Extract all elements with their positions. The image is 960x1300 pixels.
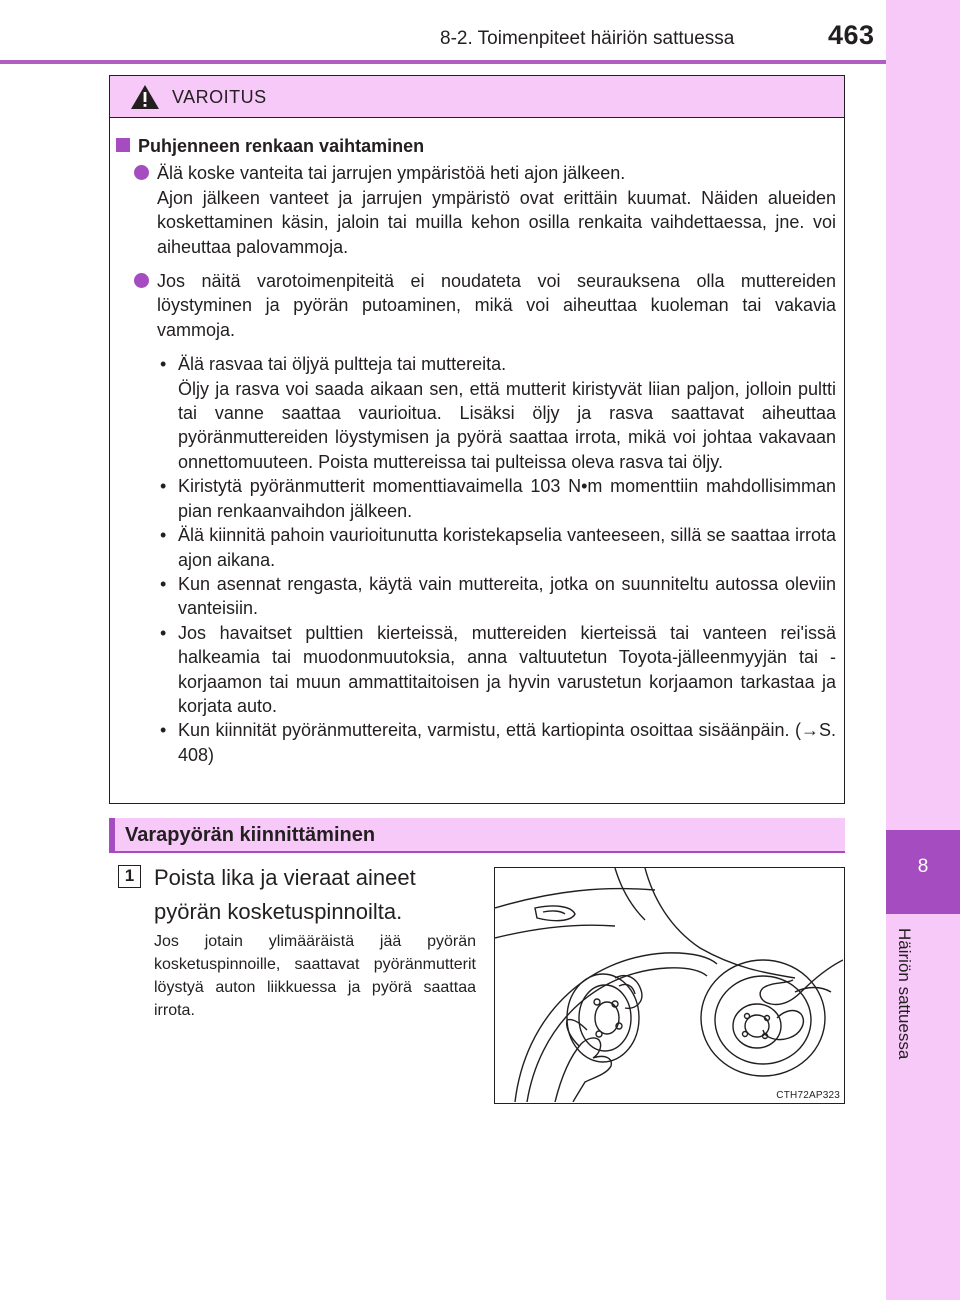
- warning-content: [114, 134, 836, 767]
- bullet-item: • Kiristytä pyöränmutterit momenttiavaimella 103 N•m momenttiin mahdollisimman pian renkaanvaihdon jälkeen.: [160, 474, 836, 523]
- bullet-item-text: Kun kiinnität pyöränmuttereita, varmistu, että kartiopinta osoittaa sisäänpäin. (→S. 408): [178, 720, 836, 765]
- section-heading-band: [109, 818, 845, 853]
- warning-item: [114, 161, 836, 259]
- bullet-item-text: Jos havaitset pulttien kierteissä, muttereiden kierteissä tai vanteen rei'issä halkeamia tai muodonmuutoksia, anna valtuutetun Toyota-jälleenmyyjän tai -korjaamon tai muun ammattitaitoisen ja hyvin varustetun korjaamon tarkastaa ja korjata auto.: [178, 622, 836, 716]
- bullet-item-text: Kiristytä pyöränmutterit momenttiavaimella 103 N•m momenttiin mahdollisimman pian renkaanvaihdon jälkeen.: [178, 476, 836, 521]
- section-title: Varapyörän kiinnittäminen: [125, 824, 376, 846]
- bullet-item: • Jos havaitset pulttien kierteissä, muttereiden kierteissä tai vanteen rei'issä halkeamia tai muodonmuutoksia, anna valtuutetun Toyota-jälleenmyyjän tai -korjaamon tai muun ammattitaitoisen ja hyvin varustetun korjaamon tarkastaa ja korjata auto.: [160, 621, 836, 719]
- step-number-box: 1: [118, 865, 141, 888]
- warning-item-lead: Jos näitä varotoimenpiteitä ei noudateta voi seurauksena olla muttereiden löystyminen ja pyörän putoaminen, mikä voi aiheuttaa kuoleman tai vakavia vammoja.: [157, 271, 836, 340]
- chapter-side-tab: [886, 0, 960, 1300]
- bullet-item-text: Älä kiinnitä pahoin vaurioitunutta koristekapselia vanteeseen, sillä se saattaa irrota ajon aikana.: [178, 525, 836, 570]
- header-rule: [0, 60, 886, 64]
- warning-section-heading: [114, 134, 836, 158]
- warning-title: VAROITUS: [172, 87, 267, 107]
- warning-bullet-list: [114, 352, 836, 767]
- bullet-item: • Kun asennat rengasta, käytä vain muttereita, jotka on suunniteltu autossa oleviin vanteisiin.: [160, 572, 836, 621]
- step-description: Jos jotain ylimääräistä jää pyörän kosketuspinnoille, saattavat pyöränmutterit löystyä auton liikkuessa ja pyörä saattaa irrota.: [154, 933, 476, 1019]
- chapter-number: 8: [917, 856, 929, 877]
- circle-bullet-icon: [134, 165, 149, 180]
- wheel-cleaning-drawing: [495, 868, 843, 1102]
- warning-item-lead: Älä koske vanteita tai jarrujen ympäristöä heti ajon jälkeen.: [157, 163, 626, 184]
- square-bullet-icon: [116, 138, 130, 152]
- bullet-item: • Kun kiinnität pyöränmuttereita, varmistu, että kartiopinta osoittaa sisäänpäin. (→S. 408): [160, 718, 836, 767]
- warning-item-body: Ajon jälkeen vanteet ja jarrujen ympäristö ovat erittäin kuumat. Näiden alueiden koskettaminen käsin, jaloin tai muilla kehon osilla renkaita vaihdettaessa, jne. voi aiheuttaa palovammoja.: [157, 187, 836, 257]
- warning-header: [110, 76, 844, 118]
- warning-section-title: Puhjenneen renkaan vaihtaminen: [138, 136, 425, 156]
- warning-item: [114, 269, 836, 342]
- bullet-item-text: Kun asennat rengasta, käytä vain muttereita, jotka on suunniteltu autossa oleviin vanteisiin.: [178, 573, 836, 619]
- bullet-item: • Älä rasvaa tai öljyä pultteja tai muttereita. Öljy ja rasva voi saada aikaan sen, että mutterit kiristyvät liian paljon, jolloin pultti tai vanne saattaa vaurioitua. Lisäksi öljy ja rasva saattavat aiheuttaa pyöränmuttereiden löystymisen ja pyörä saattaa irrota, mikä voi johtaa vakavaan onnettomuuteen. Poista muttereissa tai pulteissa oleva rasva tai öljy.: [160, 352, 836, 474]
- chapter-title-vertical: [895, 928, 942, 1088]
- header-section-title: 8-2. Toimenpiteet häiriön sattuessa: [440, 28, 735, 49]
- bullet-item: • Älä kiinnitä pahoin vaurioitunutta koristekapselia vanteeseen, sillä se saattaa irrota ajon aikana.: [160, 523, 836, 572]
- section-heading-accent: [109, 818, 115, 853]
- step-title: Poista lika ja vieraat aineet pyörän kosketuspinnoilta.: [154, 865, 416, 924]
- circle-bullet-icon: [134, 273, 149, 288]
- bullet-item-body: Öljy ja rasva voi saada aikaan sen, että mutterit kiristyvät liian paljon, jolloin pultti tai vanne saattaa vaurioitua. Lisäksi öljy ja rasva saattavat aiheuttaa pyöränmuttereiden löystymisen ja pyörä saattaa irrota, mikä voi johtaa vakavaan onnettomuuteen. Poista muttereissa tai pulteissa oleva rasva tai öljy.: [178, 378, 836, 472]
- wheel-cleaning-illustration: [494, 867, 845, 1104]
- chapter-title: Häiriön sattuessa: [895, 928, 914, 1060]
- bullet-item-lead: Älä rasvaa tai öljyä pultteja tai muttereita.: [178, 354, 507, 375]
- warning-box: [109, 75, 845, 804]
- warning-triangle-icon: [130, 84, 160, 110]
- illustration-code: CTH72AP323: [776, 1090, 840, 1101]
- page-number: 463: [828, 20, 875, 50]
